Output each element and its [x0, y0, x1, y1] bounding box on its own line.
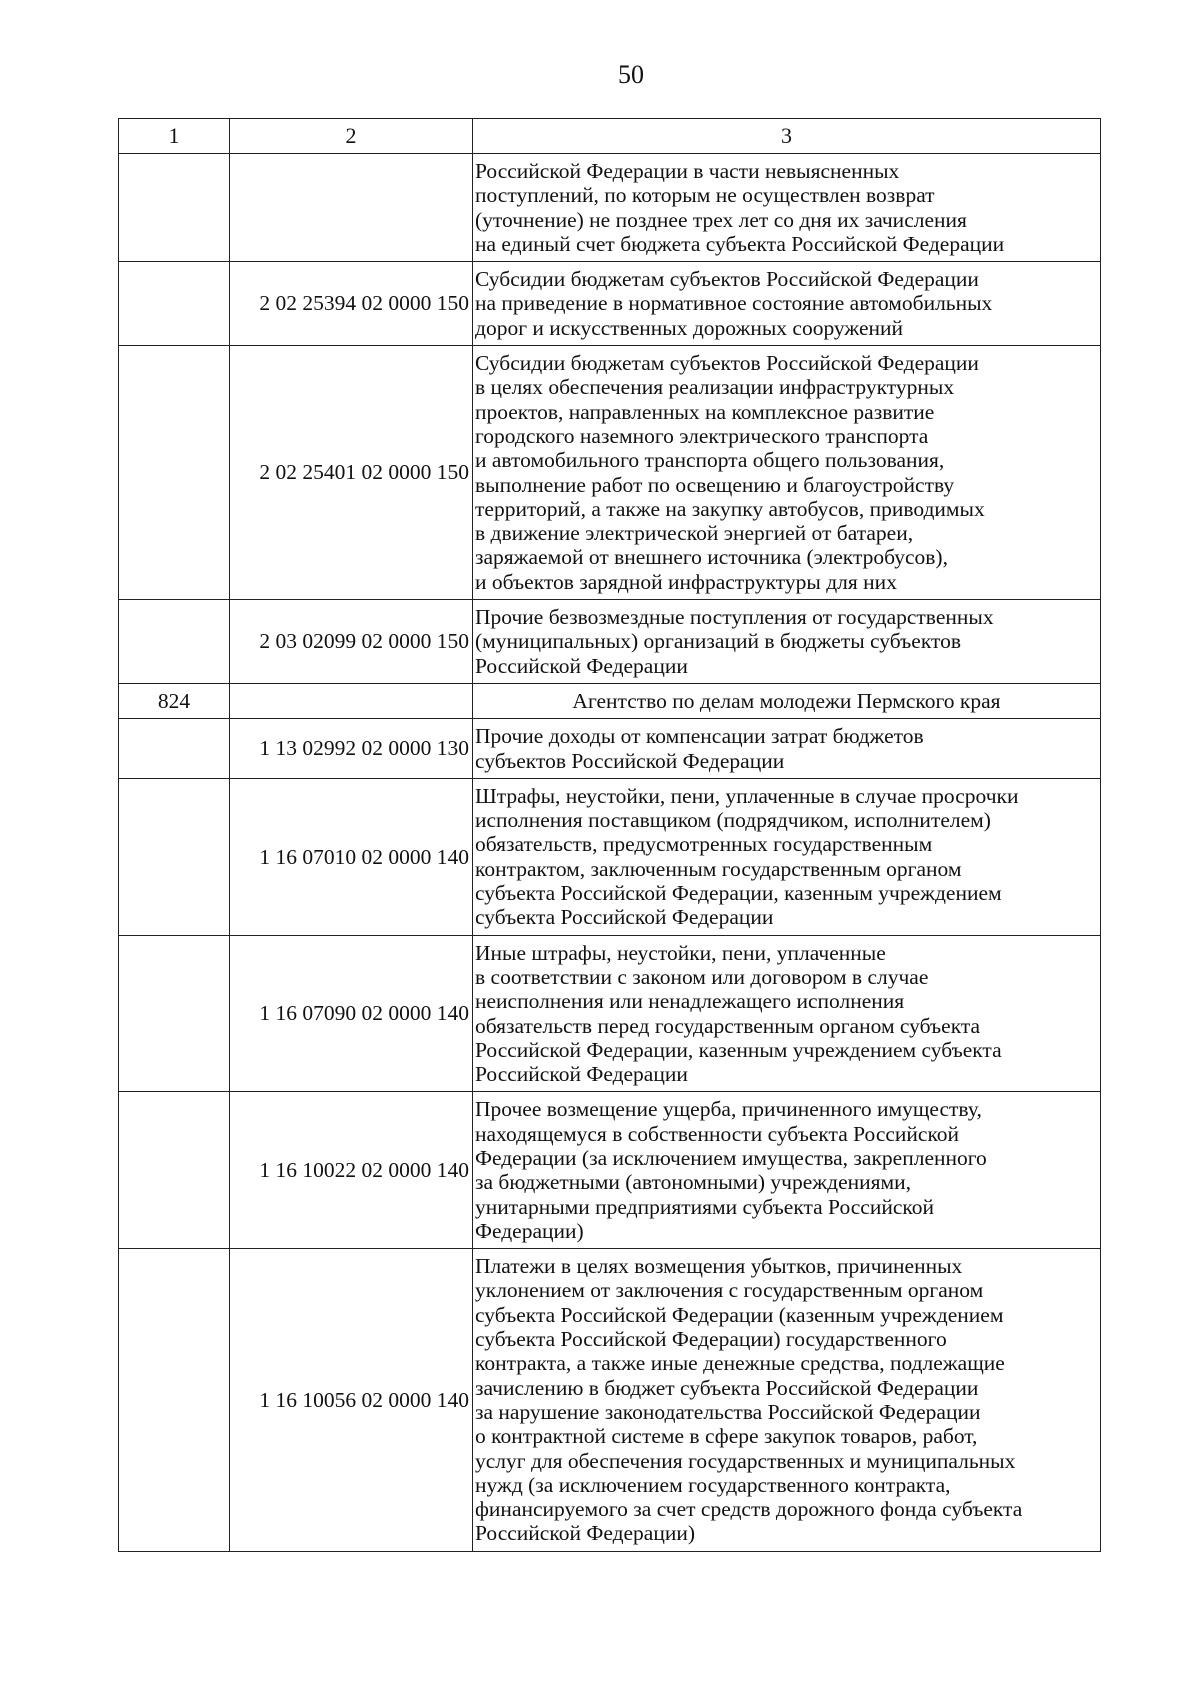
admin-code-cell	[119, 1249, 230, 1552]
header-col-3: 3	[473, 119, 1101, 154]
revenue-code-cell: 2 03 02099 02 0000 150	[230, 600, 473, 684]
description-cell: Российской Федерации в части невыясненных поступлений, по которым не осуществлен возврат (уточнение) не позднее трех лет со дня их зачисления на единый счет бюджета субъекта Российской Федерации	[473, 154, 1101, 262]
admin-code-cell	[119, 1092, 230, 1249]
table-row	[119, 1092, 1101, 1249]
table-row	[119, 778, 1101, 935]
admin-code-cell	[119, 719, 230, 779]
table-row	[119, 1249, 1101, 1552]
page-number: 50	[618, 60, 644, 89]
revenue-code-cell: 2 02 25401 02 0000 150	[230, 346, 473, 600]
description-cell: Субсидии бюджетам субъектов Российской Федерации на приведение в нормативное состояние автомобильных дорог и искусственных дорожных сооружений	[473, 262, 1101, 346]
revenue-code-cell: 1 16 10056 02 0000 140	[230, 1249, 473, 1552]
table-row	[119, 346, 1101, 600]
table-row	[119, 154, 1101, 262]
description-cell: Штрафы, неустойки, пени, уплаченные в случае просрочки исполнения поставщиком (подрядчиком, исполнителем) обязательств, предусмотренных государственным контрактом, заключенным государственным органом субъекта Российской Федерации, казенным учреждением субъекта Российской Федерации	[473, 778, 1101, 935]
table-header-row	[119, 119, 1101, 154]
budget-revenue-table	[118, 118, 1101, 1552]
revenue-code-cell: 2 02 25394 02 0000 150	[230, 262, 473, 346]
admin-code-cell	[119, 262, 230, 346]
revenue-code-cell: 1 16 07090 02 0000 140	[230, 935, 473, 1092]
description-cell: Прочие доходы от компенсации затрат бюджетов субъектов Российской Федерации	[473, 719, 1101, 779]
description-cell: Прочее возмещение ущерба, причиненного имуществу, находящемуся в собственности субъекта Российской Федерации (за исключением имущества, закрепленного за бюджетными (автономными) учреждениями, унитарными предприятиями субъекта Российской Федерации)	[473, 1092, 1101, 1249]
header-col-2: 2	[230, 119, 473, 154]
revenue-code-cell: 1 13 02992 02 0000 130	[230, 719, 473, 779]
agency-name-cell: Агентство по делам молодежи Пермского края	[473, 683, 1101, 718]
table-row	[119, 935, 1101, 1092]
description-cell: Иные штрафы, неустойки, пени, уплаченные в соответствии с законом или договором в случае неисполнения или ненадлежащего исполнения обязательств перед государственным органом субъекта Российской Федерации, казенным учреждением субъекта Российской Федерации	[473, 935, 1101, 1092]
revenue-code-cell	[230, 683, 473, 718]
table-row	[119, 719, 1101, 779]
header-col-1: 1	[119, 119, 230, 154]
admin-code-cell	[119, 154, 230, 262]
admin-code-cell	[119, 600, 230, 684]
admin-code-cell	[119, 346, 230, 600]
table-row	[119, 262, 1101, 346]
revenue-code-cell: 1 16 07010 02 0000 140	[230, 778, 473, 935]
admin-code-cell	[119, 935, 230, 1092]
table-row-section-header	[119, 683, 1101, 718]
revenue-code-cell	[230, 154, 473, 262]
admin-code-cell: 824	[119, 683, 230, 718]
description-cell: Прочие безвозмездные поступления от государственных (муниципальных) организаций в бюджеты субъектов Российской Федерации	[473, 600, 1101, 684]
description-cell: Субсидии бюджетам субъектов Российской Федерации в целях обеспечения реализации инфраструктурных проектов, направленных на комплексное развитие городского наземного электрического транспорта и автомобильного транспорта общего пользования, выполнение работ по освещению и благоустройству территорий, а также на закупку автобусов, приводимых в движение электрической энергией от батареи, заряжаемой от внешнего источника (электробусов), и объектов зарядной инфраструктуры для них	[473, 346, 1101, 600]
table-row	[119, 600, 1101, 684]
revenue-code-cell: 1 16 10022 02 0000 140	[230, 1092, 473, 1249]
description-cell: Платежи в целях возмещения убытков, причиненных уклонением от заключения с государственным органом субъекта Российской Федерации (казенным учреждением субъекта Российской Федерации) государственного контракта, а также иные денежные средства, подлежащие зачислению в бюджет субъекта Российской Федерации за нарушение законодательства Российской Федерации о контрактной системе в сфере закупок товаров, работ, услуг для обеспечения государственных и муниципальных нужд (за исключением государственного контракта, финансируемого за счет средств дорожного фонда субъекта Российской Федерации)	[473, 1249, 1101, 1552]
admin-code-cell	[119, 778, 230, 935]
